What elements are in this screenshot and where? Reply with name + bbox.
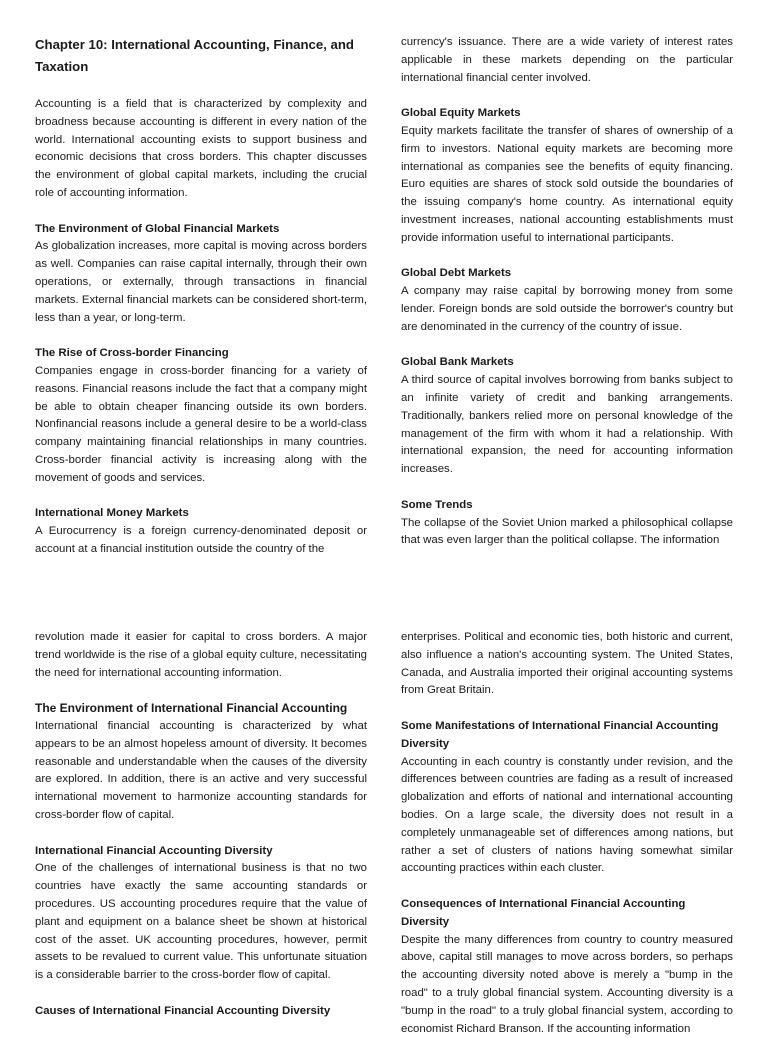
section-paragraph: Companies engage in cross-border financing for a variety of reasons. Financial reasons include the fact that a company might be able to obtain cheaper financing outside its own borders. Nonfinancial reasons include a general desire to be a world-class company maintaining financial relationships in many countries. Cross-border financial activity is increasing along with the movement of goods and services. bbox=[35, 364, 367, 484]
section-paragraph: Equity markets facilitate the transfer of shares of ownership of a firm to investors. National equity markets are becoming more international as companies see the benefits of equity financing. Euro equities are shares of stock sold outside the boundaries of the issuing company's home country. As international equity investment increases, national accounting establishments must provide information useful to international participants. bbox=[401, 124, 733, 244]
continued-paragraph: currency's issuance. There are a wide variety of interest rates applicable in these markets depending on the particular international financial center involved. bbox=[401, 36, 733, 84]
lower-right-column bbox=[401, 629, 733, 1038]
section-heading: Global Debt Markets bbox=[401, 267, 512, 280]
chapter-title: Chapter 10: International Accounting, Finance, and Taxation bbox=[35, 37, 354, 74]
section-heading: Causes of International Financial Accounting Diversity bbox=[35, 1004, 331, 1017]
intro-paragraph: Accounting is a field that is characterized by complexity and broadness because accounting is different in every nation of the world. International accounting exists to support business and economic decisions that cross borders. This chapter discusses the environment of global capital markets, including the crucial role of accounting information. bbox=[35, 98, 367, 199]
section-heading: The Environment of International Financial Accounting bbox=[35, 701, 348, 716]
section-heading: International Money Markets bbox=[35, 507, 189, 520]
upper-right-column bbox=[401, 34, 733, 550]
section-heading: Global Bank Markets bbox=[401, 356, 514, 369]
section-paragraph: One of the challenges of international business is that no two countries have exactly the same accounting standards or procedures. US accounting procedures require that the value of plant and equipment on a balance sheet be shown at historical cost of the asset. UK accounting procedures, however, permit assets to be revalued to current value. This unfortunate situation is a considerable barrier to the cross-border flow of capital. bbox=[35, 862, 367, 982]
section-heading: Global Equity Markets bbox=[401, 107, 521, 120]
section-heading: The Rise of Cross-border Financing bbox=[35, 347, 229, 360]
section-paragraph: A Eurocurrency is a foreign currency-denominated deposit or account at a financial institution outside the country of the bbox=[35, 525, 367, 555]
section-paragraph: A third source of capital involves borrowing from banks subject to an infinite variety of credit and banking arrangements. Traditionally, bankers relied more on personal knowledge of the management of the firm with whom it had a relationship. With international expansion, the need for accounting information increases. bbox=[401, 374, 733, 476]
section-heading: Some Manifestations of International Financial Accounting Diversity bbox=[401, 719, 719, 750]
section-paragraph: A company may raise capital by borrowing money from some lender. Foreign bonds are sold outside the borrower's country but are denominated in the currency of the country of issue. bbox=[401, 285, 733, 333]
page-lower bbox=[0, 600, 768, 1035]
section-heading: International Financial Accounting Diversity bbox=[35, 844, 273, 857]
continued-paragraph: enterprises. Political and economic ties, both historic and current, also influence a nation's accounting system. The United States, Canada, and Australia imported their original accounting systems from Great Britain. bbox=[401, 631, 733, 697]
section-heading: Consequences of International Financial Accounting Diversity bbox=[401, 897, 686, 928]
section-paragraph: The collapse of the Soviet Union marked a philosophical collapse that was even larger than the political collapse. The information bbox=[401, 516, 733, 547]
section-heading: Some Trends bbox=[401, 498, 473, 511]
section-paragraph: Accounting in each country is constantly under revision, and the differences between countries are fading as a result of increased globalization and efforts of national and international accounting bodies. On a large scale, the diversity does not result in a completely unmanageable set of differences among nations, but rather a set of clusters of nations having somewhat similar accounting practices within each cluster. bbox=[401, 755, 733, 875]
lower-left-column bbox=[35, 629, 367, 1021]
upper-left-column bbox=[35, 34, 367, 559]
section-paragraph: International financial accounting is characterized by what appears to be an almost hopeless amount of diversity. It becomes reasonable and understandable when the causes of the diversity are explored. In addition, there is an active and very successful international movement to harmonize accounting standards for cross-border flow of capital. bbox=[35, 719, 367, 821]
section-paragraph: As globalization increases, more capital is moving across borders as well. Companies can raise capital internally, through their own operations, or externally, through transactions in financial markets. External financial markets can be considered short-term, less than a year, or long-term. bbox=[35, 240, 367, 324]
section-paragraph: Despite the many differences from country to country measured above, capital still manages to move across borders, so perhaps the accounting diversity noted above is merely a "bump in the road" to a truly global financial system. Accounting diversity is a "bump in the road" to a truly global financial system, according to economist Richard Branson. If the accounting information bbox=[401, 933, 733, 1035]
section-heading: The Environment of Global Financial Markets bbox=[35, 222, 280, 235]
continued-paragraph: revolution made it easier for capital to cross borders. A major trend worldwide is the rise of a global equity culture, necessitating the need for international accounting information. bbox=[35, 631, 367, 679]
